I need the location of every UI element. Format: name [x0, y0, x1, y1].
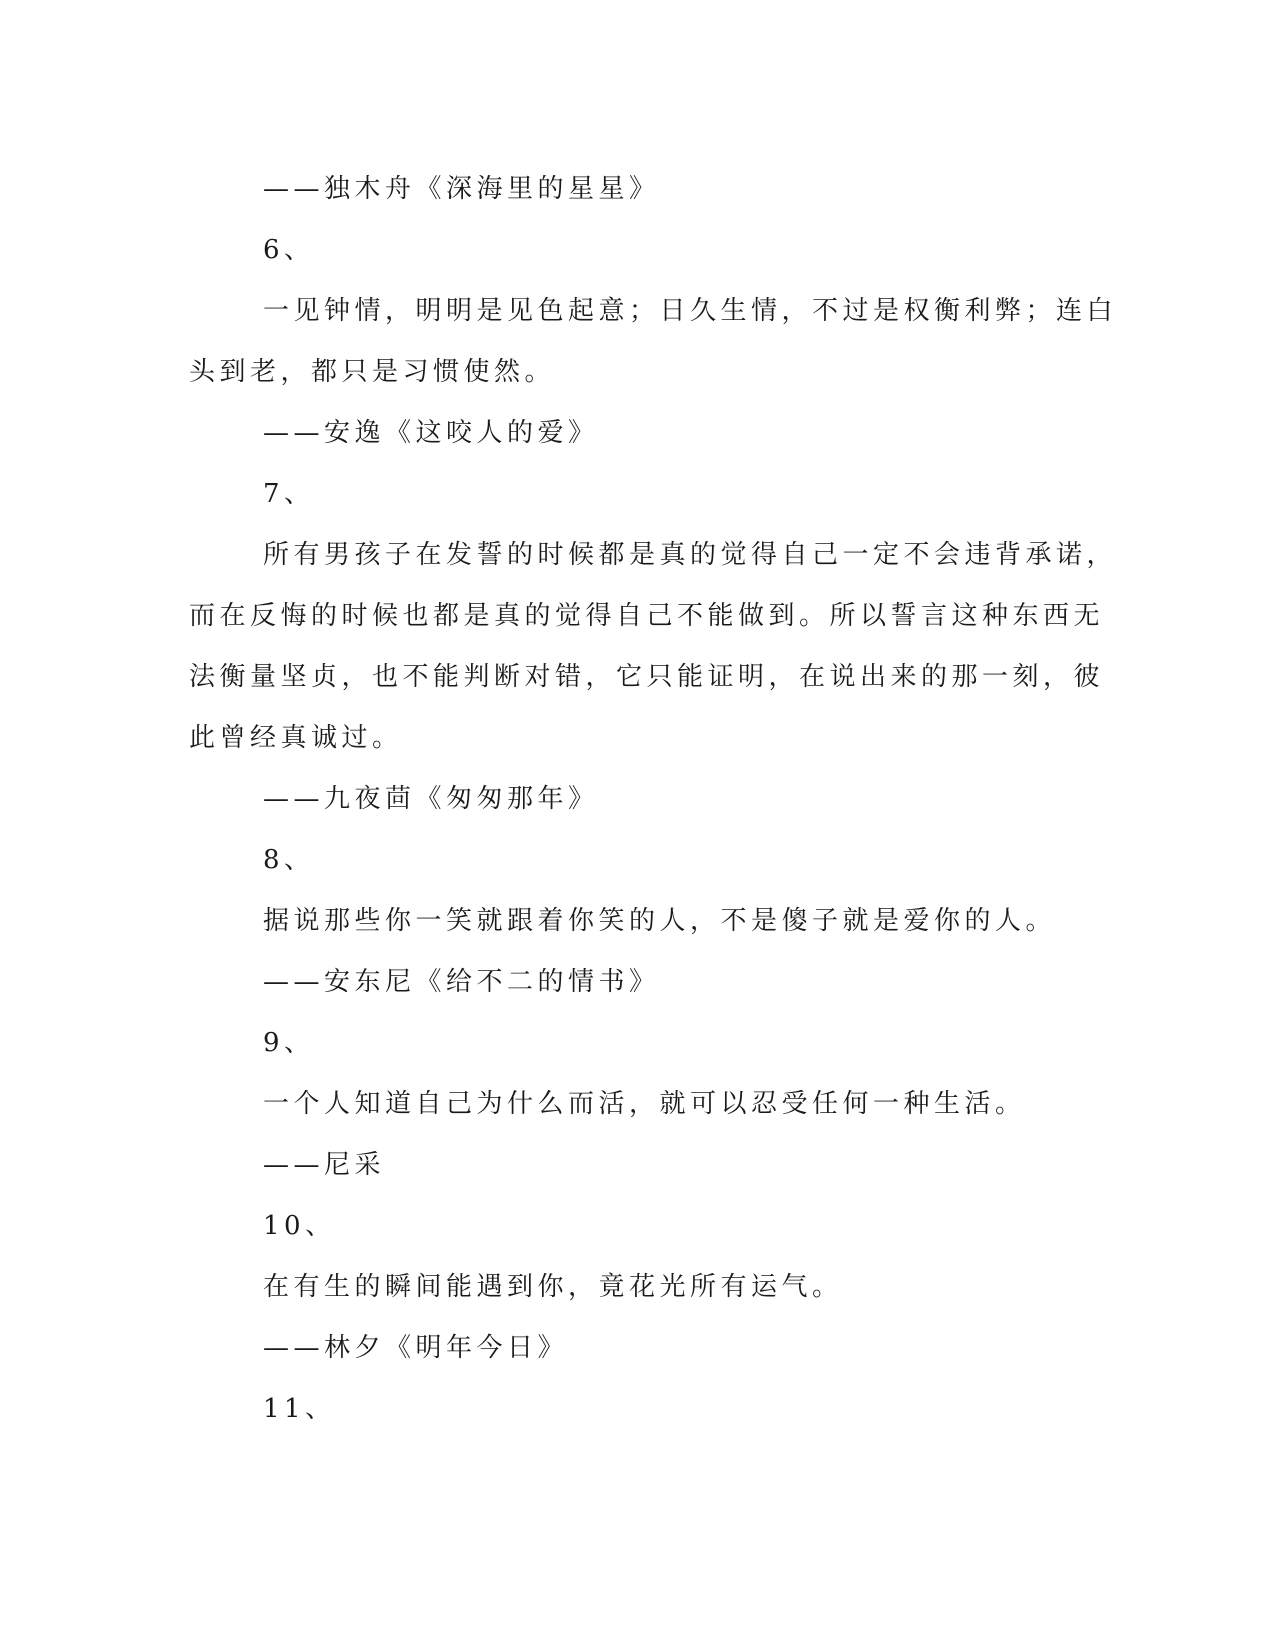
- quote-source: ——九夜茴《匆匆那年》: [263, 784, 599, 814]
- quote-text-line: 所有男孩子在发誓的时候都是真的觉得自己一定不会违背承诺，: [263, 540, 1118, 570]
- quote-text-line: 一见钟情，明明是见色起意；日久生情，不过是权衡利弊；连白: [263, 296, 1118, 326]
- quote-text-line: 据说那些你一笑就跟着你笑的人，不是傻子就是爱你的人。: [263, 906, 1057, 936]
- item-number: 7、: [263, 479, 315, 509]
- quote-source: ——尼采: [263, 1150, 386, 1180]
- item-number: 6、: [263, 235, 315, 265]
- quote-text-line: 此曾经真诚过。: [189, 723, 403, 753]
- quote-text-line: 而在反悔的时候也都是真的觉得自己不能做到。所以誓言这种东西无: [189, 601, 1105, 631]
- item-number: 9、: [263, 1028, 315, 1058]
- item-number: 11、: [263, 1394, 336, 1424]
- quote-text-line: 在有生的瞬间能遇到你，竟花光所有运气。: [263, 1272, 843, 1302]
- quote-source: ——林夕《明年今日》: [263, 1333, 569, 1363]
- quote-text-line: 头到老，都只是习惯使然。: [189, 357, 556, 387]
- quote-text-line: 一个人知道自己为什么而活，就可以忍受任何一种生活。: [263, 1089, 1026, 1119]
- quote-source: ——安逸《这咬人的爱》: [263, 418, 599, 448]
- item-number: 8、: [263, 845, 315, 875]
- quote-source: ——独木舟《深海里的星星》: [263, 174, 660, 204]
- item-number: 10、: [263, 1211, 336, 1241]
- quote-source: ——安东尼《给不二的情书》: [263, 967, 660, 997]
- quote-text-line: 法衡量坚贞，也不能判断对错，它只能证明，在说出来的那一刻，彼: [189, 662, 1105, 692]
